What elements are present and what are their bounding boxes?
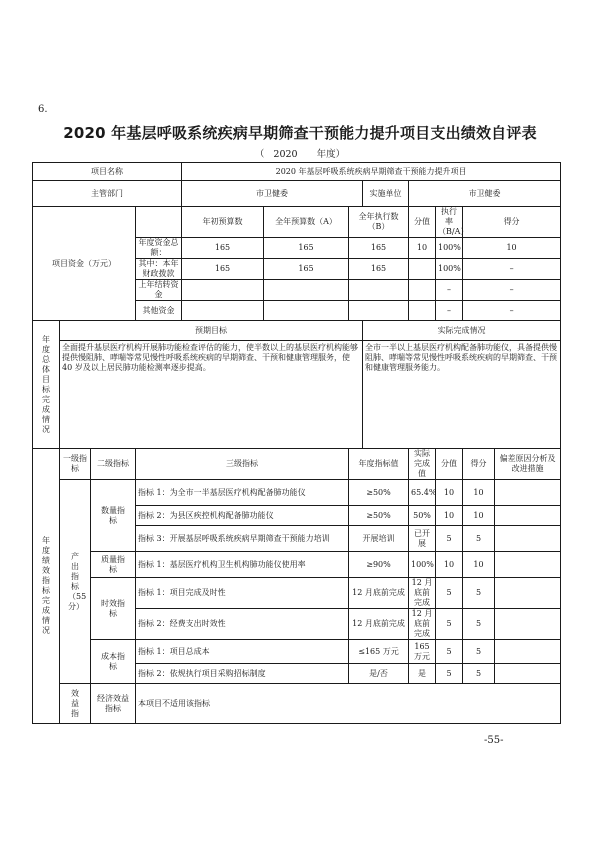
indicator-score-value: 5 (436, 640, 463, 664)
indicator-target: 12 月底前完成 (349, 578, 409, 609)
funds-cell: – (436, 280, 463, 301)
indicator-actual: 12 月底前完成 (409, 609, 436, 640)
indicator-score-value: 10 (436, 552, 463, 578)
goals-label: 年度总体目标完成情况 (33, 321, 60, 449)
indicator-score-value: 5 (436, 578, 463, 609)
indicator-actual: 是 (409, 664, 436, 684)
funds-header-row (33, 207, 561, 238)
indicator-note (495, 480, 561, 506)
performance-row (33, 552, 561, 578)
funds-blank-header (136, 207, 182, 238)
goals-actual-header: 实际完成情况 (363, 321, 561, 341)
funds-row-label: 其中：本年财政拨款 (136, 259, 182, 280)
indicator-text: 指标 1：项目总成本 (136, 640, 349, 664)
indicator-target: ≤165 万元 (349, 640, 409, 664)
funds-row-label: 上年结转资金 (136, 280, 182, 301)
perf-header-target: 年度指标值 (349, 449, 409, 480)
funds-header-executed: 全年执行数（B） (349, 207, 409, 238)
indicator-score: 5 (463, 609, 495, 640)
indicator-note (495, 640, 561, 664)
indicator-target: ≥50% (349, 480, 409, 506)
indicator-score-value: 10 (436, 506, 463, 526)
quality-indicator-label: 质量指标 (91, 552, 136, 578)
indicator-actual: 12 月底前完成 (409, 578, 436, 609)
indicator-actual: 50% (409, 506, 436, 526)
indicator-note (495, 526, 561, 552)
funds-cell: – (463, 280, 561, 301)
indicator-text: 指标 2：依规执行项目采购招标制度 (136, 664, 349, 684)
funds-cell (409, 301, 436, 321)
funds-header-score-value: 分值 (409, 207, 436, 238)
perf-header-level1: 一级指标 (60, 449, 91, 480)
indicator-target: ≥90% (349, 552, 409, 578)
cost-indicator-label: 成本指标 (91, 640, 136, 684)
timeliness-indicator-label: 时效指标 (91, 578, 136, 640)
perf-header-actual: 实际完成值 (409, 449, 436, 480)
indicator-score-value: 5 (436, 526, 463, 552)
quantity-indicator-label: 数量指标 (91, 480, 136, 552)
benefit-row (33, 684, 561, 724)
indicator-target: 是/否 (349, 664, 409, 684)
indicator-text: 指标 2：为县区疾控机构配备肺功能仪 (136, 506, 349, 526)
impl-value: 市卫健委 (409, 181, 561, 207)
funds-cell: 10 (409, 238, 436, 259)
funds-cell: 10 (463, 238, 561, 259)
indicator-actual: 65.4% (409, 480, 436, 506)
year-open: （ (254, 149, 265, 160)
indicator-target: ≥50% (349, 506, 409, 526)
funds-cell: – (463, 301, 561, 321)
funds-row-label: 其他资金 (136, 301, 182, 321)
page-title: 2020 年基层呼吸系统疾病早期筛查干预能力提升项目支出绩效自评表 (63, 124, 537, 142)
indicator-text: 指标 1：项目完成及时性 (136, 578, 349, 609)
indicator-score: 10 (463, 480, 495, 506)
indicator-score: 5 (463, 664, 495, 684)
goals-expected-header: 预期目标 (60, 321, 363, 341)
indicator-score-value: 5 (436, 664, 463, 684)
funds-cell (182, 301, 264, 321)
indicator-target: 12 月底前完成 (349, 609, 409, 640)
funds-cell (349, 280, 409, 301)
funds-cell (349, 301, 409, 321)
economic-indicator-label: 经济效益指标 (91, 684, 136, 724)
indicator-text: 指标 3：开展基层呼吸系统疾病早期筛查干预能力培训 (136, 526, 349, 552)
dept-label: 主管部门 (33, 181, 182, 207)
output-indicator-label: 产出指标（55分） (60, 480, 91, 684)
performance-label: 年度绩效指标完成情况 (33, 449, 60, 724)
funds-cell (264, 280, 349, 301)
perf-header-level3: 三级指标 (136, 449, 349, 480)
indicator-score: 10 (463, 552, 495, 578)
performance-row (33, 640, 561, 664)
performance-row (33, 578, 561, 609)
funds-cell (182, 280, 264, 301)
funds-cell: 165 (349, 259, 409, 280)
indicator-score: 5 (463, 640, 495, 664)
year-value: 2020 (273, 149, 298, 160)
indicator-actual: 100% (409, 552, 436, 578)
perf-header-score: 得分 (463, 449, 495, 480)
indicator-score: 5 (463, 578, 495, 609)
evaluation-table (32, 162, 561, 724)
performance-row (33, 480, 561, 506)
funds-cell: 165 (182, 259, 264, 280)
indicator-score-value: 10 (436, 480, 463, 506)
indicator-score-value: 5 (436, 609, 463, 640)
indicator-target: 开展培训 (349, 526, 409, 552)
project-name-value: 2020 年基层呼吸系统疾病早期筛查干预能力提升项目 (182, 163, 561, 181)
goals-content-row (33, 341, 561, 449)
funds-header-score: 得分 (463, 207, 561, 238)
funds-cell: 165 (264, 238, 349, 259)
benefit-indicator-label: 效益指 (60, 684, 91, 724)
indicator-note (495, 552, 561, 578)
perf-header-level2: 二级指标 (91, 449, 136, 480)
department-row (33, 181, 561, 207)
economic-indicator-text: 本项目不适用该指标 (136, 684, 561, 724)
indicator-actual: 已开展 (409, 526, 436, 552)
page-number: -55- (484, 735, 504, 746)
impl-label: 实施单位 (363, 181, 409, 207)
funds-cell (264, 301, 349, 321)
funds-cell (409, 259, 436, 280)
indicator-text: 指标 2：经费支出时效性 (136, 609, 349, 640)
indicator-score: 10 (463, 506, 495, 526)
funds-cell (409, 280, 436, 301)
indicator-note (495, 578, 561, 609)
funds-cell: 165 (264, 259, 349, 280)
goals-header-row (33, 321, 561, 341)
funds-cell: – (463, 259, 561, 280)
funds-cell: 165 (182, 238, 264, 259)
funds-cell: – (436, 301, 463, 321)
perf-header-note: 偏差原因分析及改进措施 (495, 449, 561, 480)
indicator-note (495, 506, 561, 526)
funds-label: 项目资金（万元） (33, 207, 136, 321)
indicator-text: 指标 1：为全市一半基层医疗机构配备肺功能仪 (136, 480, 349, 506)
goals-actual-text: 全市一半以上基层医疗机构配备肺功能仪，具备提供慢阻肺、哮喘等常见慢性呼吸系统疾病的早期筛查、干预和健康管理服务能力。 (363, 341, 561, 449)
performance-header-row (33, 449, 561, 480)
perf-header-score-value: 分值 (436, 449, 463, 480)
indicator-note (495, 664, 561, 684)
funds-header-rate: 执行率（B/A） (436, 207, 463, 238)
section-number: 6. (38, 104, 48, 115)
funds-cell: 100% (436, 259, 463, 280)
funds-header-initial: 年初预算数 (182, 207, 264, 238)
indicator-actual: 165 万元 (409, 640, 436, 664)
indicator-note (495, 609, 561, 640)
funds-cell: 100% (436, 238, 463, 259)
project-name-row (33, 163, 561, 181)
year-suffix: 年度） (316, 149, 346, 160)
indicator-score: 5 (463, 526, 495, 552)
funds-header-annual: 全年预算数（A） (264, 207, 349, 238)
dept-value: 市卫健委 (182, 181, 363, 207)
funds-cell: 165 (349, 238, 409, 259)
year-line (0, 146, 600, 160)
funds-row-label: 年度资金总额： (136, 238, 182, 259)
project-name-label: 项目名称 (33, 163, 182, 181)
indicator-text: 指标 1：基层医疗机构卫生机构肺功能仪使用率 (136, 552, 349, 578)
goals-expected-text: 全面提升基层医疗机构开展肺功能检查评估的能力，使半数以上的基层医疗机构能够提供慢阻肺、哮喘等常见慢性呼吸系统疾病的早期筛查、干预和健康管理服务，使 40 岁及以上居民肺功能检测率逐步提高。 (60, 341, 363, 449)
